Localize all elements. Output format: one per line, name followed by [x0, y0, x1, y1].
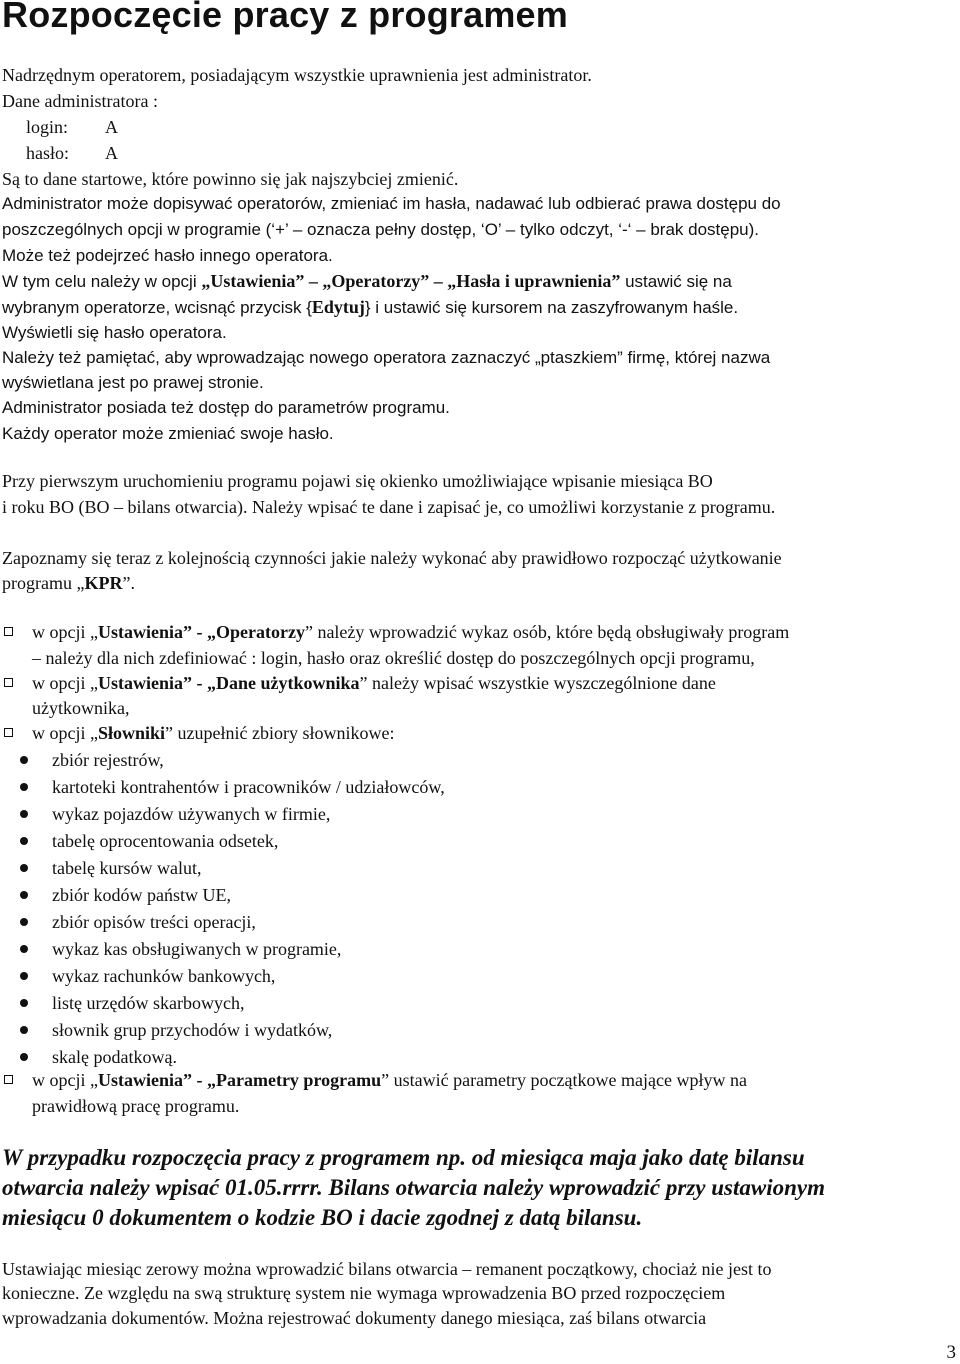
list-item: słownik grup przychodów i wydatków,: [52, 1020, 333, 1040]
first-run-line: Przy pierwszym uruchomieniu programu pojawi się okienko umożliwiające wpisanie miesiąca BO: [2, 471, 713, 491]
password-row: [26, 142, 118, 164]
checkbox-bullet-icon: [4, 1075, 13, 1084]
list-item: tabelę kursów walut,: [52, 858, 202, 878]
edit-button-name: Edytuj: [311, 297, 365, 317]
sequence-line: programu „KPR”.: [2, 573, 135, 593]
first-run-line: i roku BO (BO – bilans otwarcia). Należy wpisać te dane i zapisać je, co umożliwi korzystanie z programu.: [2, 497, 776, 517]
admin-line: Administrator może dopisywać operatorów, zmieniać im hasła, nadawać lub odbierać prawa dostępu do: [2, 194, 781, 213]
admin-data-heading: Dane administratora :: [2, 91, 158, 111]
admin-line: Każdy operator może zmieniać swoje hasło.: [2, 424, 334, 443]
list-item: tabelę oprocentowania odsetek,: [52, 831, 279, 851]
list-item: zbiór opisów treści operacji,: [52, 912, 256, 932]
list-item: listę urzędów skarbowych,: [52, 993, 245, 1013]
admin-line: poszczególnych opcji w programie (‘+’ – oznacza pełny dostęp, ‘O’ – tylko odczyt, ‘-‘ – brak dostępu).: [2, 220, 760, 239]
bullet-icon: [20, 945, 28, 953]
bullet-icon: [20, 1053, 28, 1061]
sequence-line: Zapoznamy się teraz z kolejnością czynności jakie należy wykonać aby prawidłowo rozpocząć użytkowanie: [2, 548, 782, 568]
list-item: wykaz rachunków bankowych,: [52, 966, 276, 986]
bullet-icon: [20, 1026, 28, 1034]
bullet-icon: [20, 783, 28, 791]
closing-line: wprowadzania dokumentów. Można rejestrować dokumenty danego miesiąca, zaś bilans otwarcia: [2, 1308, 707, 1328]
admin-line: W tym celu należy w opcji „Ustawienia” – „Operatorzy” – „Hasła i uprawnienia” ustawić się na: [2, 271, 732, 291]
list-item: kartoteki kontrahentów i pracowników / udziałowców,: [52, 777, 445, 797]
login-row: [26, 116, 118, 138]
bullet-icon: [20, 972, 28, 980]
step-continuation: – należy dla nich zdefiniować : login, hasło oraz określić dostęp do poszczególnych opcji programu,: [32, 648, 755, 668]
login-value: A: [105, 117, 118, 137]
bullet-icon: [20, 999, 28, 1007]
password-value: A: [105, 143, 118, 163]
list-item: wykaz kas obsługiwanych w programie,: [52, 939, 342, 959]
closing-line: Ustawiając miesiąc zerowy można wprowadzić bilans otwarcia – remanent początkowy, chociaż nie jest to: [2, 1259, 772, 1279]
step-item: w opcji „Ustawienia” - „Dane użytkownika” należy wpisać wszystkie wyszczególnione dane: [32, 673, 716, 693]
list-item: zbiór kodów państw UE,: [52, 885, 231, 905]
bullet-icon: [20, 810, 28, 818]
note-line: miesiącu 0 dokumentem o kodzie BO i dacie zgodnej z datą bilansu.: [2, 1205, 643, 1230]
menu-path: „Ustawienia” – „Operatorzy” – „Hasła i uprawnienia”: [201, 271, 621, 291]
password-label: hasło:: [26, 143, 69, 163]
checkbox-bullet-icon: [4, 678, 13, 687]
step-item: w opcji „Słowniki” uzupełnić zbiory słownikowe:: [32, 723, 395, 743]
bullet-icon: [20, 756, 28, 764]
admin-line: Należy też pamiętać, aby wprowadzając nowego operatora zaznaczyć „ptaszkiem” firmę, której nazwa: [2, 348, 771, 367]
bullet-icon: [20, 891, 28, 899]
bullet-icon: [20, 837, 28, 845]
admin-line: wyświetlana jest po prawej stronie.: [2, 373, 264, 392]
checkbox-bullet-icon: [4, 728, 13, 737]
note-line: W przypadku rozpoczęcia pracy z programem np. od miesiąca maja jako datę bilansu: [2, 1145, 805, 1170]
checkbox-bullet-icon: [4, 627, 13, 636]
closing-line: konieczne. Ze względu na swą strukturę system nie wymaga wprowadzenia BO przed rozpoczęciem: [2, 1283, 726, 1303]
note-line: otwarcia należy wpisać 01.05.rrrr. Bilans otwarcia należy wprowadzić przy ustawionym: [2, 1175, 825, 1200]
list-item: zbiór rejestrów,: [52, 750, 164, 770]
step-item: w opcji „Ustawienia” - „Operatorzy” należy wprowadzić wykaz osób, które będą obsługiwały program: [32, 622, 790, 642]
intro-line: Nadrzędnym operatorem, posiadającym wszystkie uprawnienia jest administrator.: [2, 65, 592, 85]
admin-line: Administrator posiada też dostęp do parametrów programu.: [2, 398, 450, 417]
admin-line: Wyświetli się hasło operatora.: [2, 323, 227, 342]
step-item: w opcji „Ustawienia” - „Parametry programu” ustawić parametry początkowe mające wpływ na: [32, 1070, 747, 1090]
step-continuation: prawidłową pracę programu.: [32, 1096, 240, 1116]
intro-line: Są to dane startowe, które powinno się jak najszybciej zmienić.: [2, 169, 459, 189]
page-number: 3: [946, 1342, 956, 1363]
list-item: wykaz pojazdów używanych w firmie,: [52, 804, 331, 824]
login-label: login:: [26, 117, 69, 137]
admin-line: wybranym operatorze, wcisnąć przycisk {Edytuj} i ustawić się kursorem na zaszyfrowanym haśle.: [2, 297, 739, 317]
list-item: skalę podatkową.: [52, 1047, 177, 1067]
bullet-icon: [20, 864, 28, 872]
program-name: KPR: [84, 573, 123, 593]
bullet-icon: [20, 918, 28, 926]
step-continuation: użytkownika,: [32, 698, 130, 718]
admin-line: Może też podejrzeć hasło innego operatora.: [2, 246, 333, 265]
page-title: Rozpoczęcie pracy z programem: [2, 0, 568, 35]
